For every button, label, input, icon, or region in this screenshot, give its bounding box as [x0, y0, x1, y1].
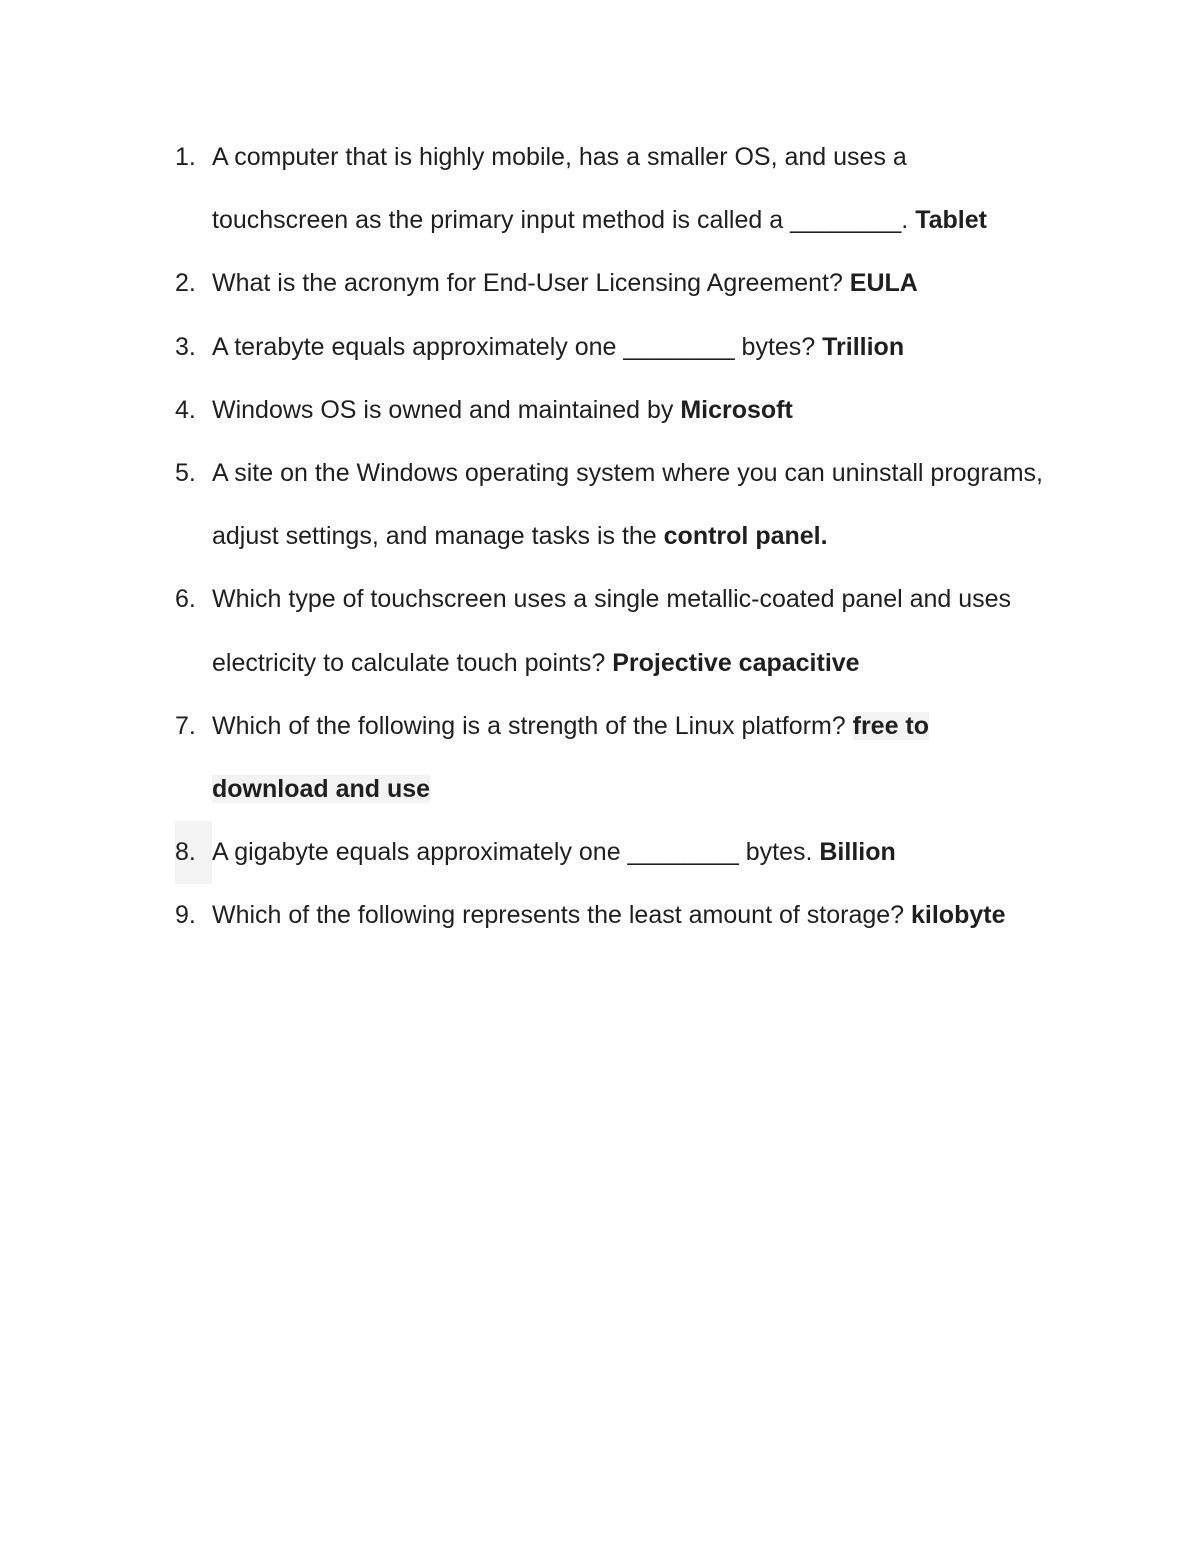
question-item-1: [175, 126, 1045, 252]
question-text: A gigabyte equals approximately one ________ bytes.: [212, 838, 820, 867]
question-item-5: [175, 442, 1045, 568]
question-text: A terabyte equals approximately one ________ bytes?: [212, 332, 823, 361]
question-text: What is the acronym for End-User Licensing Agreement?: [212, 269, 850, 298]
question-number-highlighted: 8.: [175, 821, 212, 884]
question-number: 6.: [175, 585, 196, 614]
question-number: 7.: [175, 711, 196, 740]
question-number: 4.: [175, 395, 196, 424]
question-text: Which type of touchscreen uses a single metallic-coated panel and uses electricity to calculate touch points?: [212, 585, 1012, 677]
question-content: [212, 568, 1045, 694]
answer-text: Billion: [819, 838, 896, 867]
question-item-3: [175, 316, 1045, 379]
question-number: 2.: [175, 269, 196, 298]
question-number: 3.: [175, 332, 196, 361]
question-number: 1.: [175, 143, 196, 171]
question-text: A site on the Windows operating system where you can uninstall programs, adjust settings, and manage tasks is the: [212, 459, 1043, 551]
question-text: Which of the following represents the least amount of storage?: [212, 901, 911, 930]
question-item-4: [175, 379, 1045, 442]
question-list: [175, 126, 1045, 948]
question-content: [212, 252, 1045, 315]
question-content: [212, 379, 1045, 442]
question-item-6: [175, 568, 1045, 694]
answer-text: Projective capacitive: [612, 648, 860, 677]
question-content: [212, 884, 1045, 947]
answer-text: Tablet: [915, 206, 987, 235]
answer-text: Trillion: [822, 332, 905, 361]
answer-text: kilobyte: [911, 901, 1006, 930]
question-number: 9.: [175, 901, 196, 930]
question-number: 5.: [175, 459, 196, 488]
question-item-9: [175, 884, 1045, 947]
answer-text: control panel.: [663, 522, 828, 551]
answer-text: EULA: [849, 269, 918, 298]
question-item-7: [175, 695, 1045, 821]
question-content: [212, 442, 1045, 568]
question-text: Which of the following is a strength of the Linux platform?: [212, 711, 853, 740]
question-text: Windows OS is owned and maintained by: [212, 395, 681, 424]
question-content: [212, 821, 1045, 884]
question-item-8: [175, 821, 1045, 884]
question-content: [212, 695, 1045, 821]
answer-text-highlighted: free to download and use: [212, 711, 930, 804]
question-item-2: [175, 252, 1045, 315]
question-content: [212, 316, 1045, 379]
question-text: A computer that is highly mobile, has a smaller OS, and uses a touchscreen as the primary input method is called a ________.: [212, 143, 916, 235]
answer-text: Microsoft: [680, 395, 793, 424]
question-content: [212, 126, 1045, 252]
